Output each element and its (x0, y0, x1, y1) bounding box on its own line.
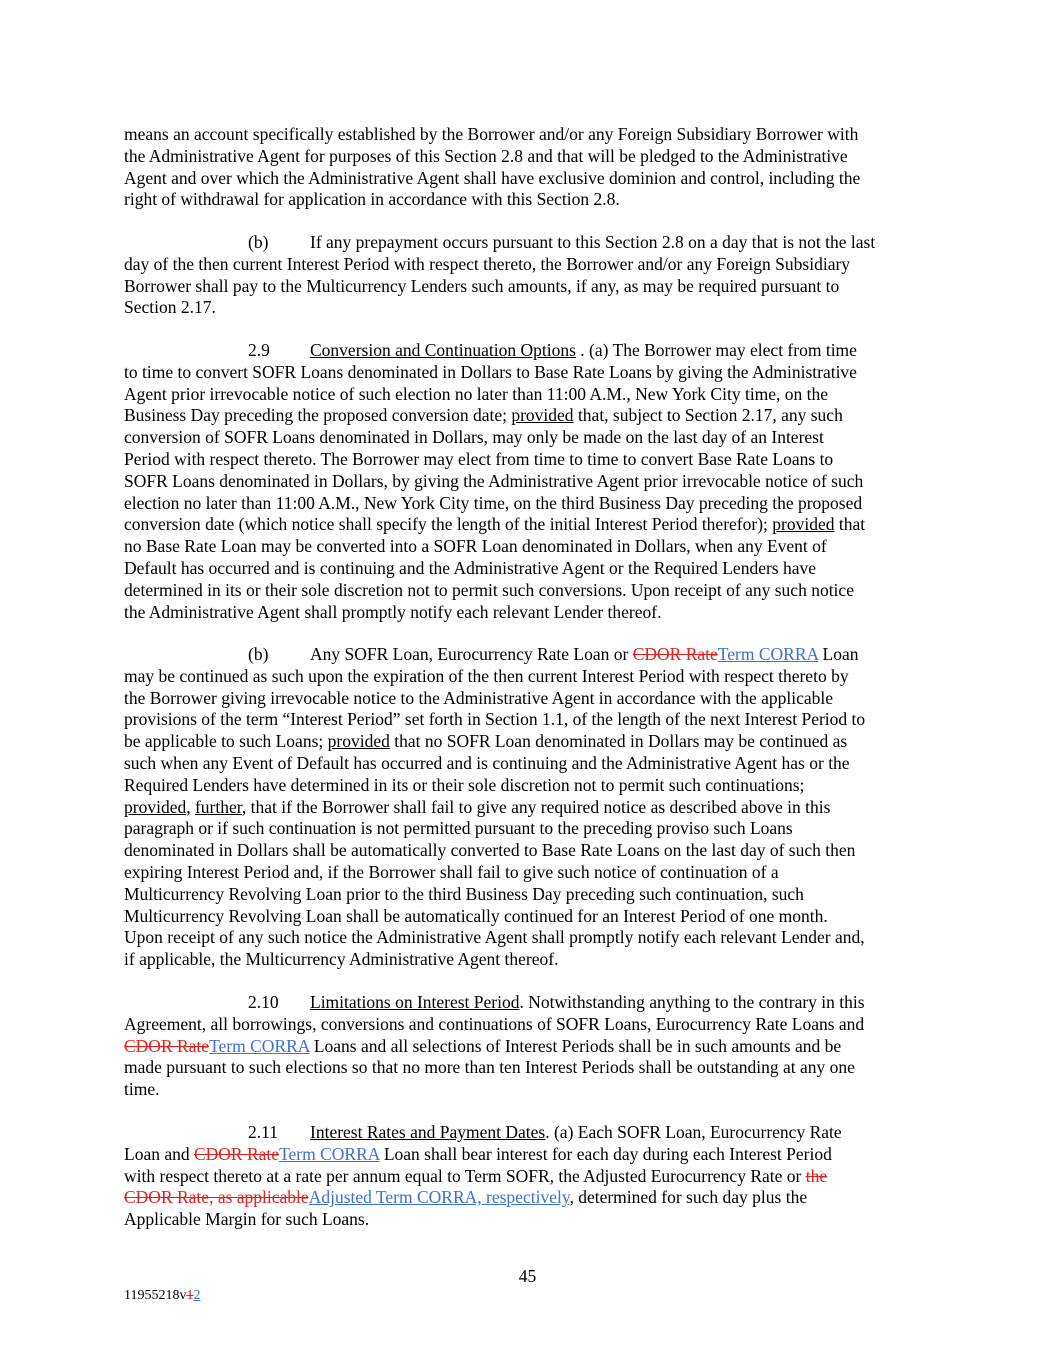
section-heading: Limitations on Interest Period (310, 992, 520, 1012)
section-number: 2.11 (248, 1122, 278, 1142)
text-line: no Base Rate Loan may be converted into a SOFR Loan denominated in Dollars, when any Event of (124, 536, 827, 557)
text-line: Borrower shall pay to the Multicurrency Lenders such amounts, if any, as may be required pursuant to (124, 275, 840, 296)
text-line: Business Day preceding the proposed conversion date; provided that, subject to Section 2.17, any such (124, 405, 843, 426)
deleted-version: 1 (186, 1288, 194, 1303)
deleted-text: CDOR Rate, as applicable (124, 1187, 309, 1208)
text-line: denominated in Dollars shall be automatically converted to Base Rate Loans on the last day of such then (124, 840, 856, 861)
text-line: Agreement, all borrowings, conversions and continuations of SOFR Loans, Eurocurrency Rate Loans and (124, 1013, 865, 1034)
text-line: the Borrower giving irrevocable notice to the Administrative Agent in accordance with the applicable (124, 687, 833, 708)
text-line: 2.11 Interest Rates and Payment Dates. (a) Each SOFR Loan, Eurocurrency Rate (248, 1122, 842, 1142)
text-line: election no later than 11:00 A.M., New York City time, on the third Business Day preceding the proposed (124, 492, 863, 513)
clause-label: (b) (248, 232, 269, 252)
page-number: 45 (518, 1266, 537, 1286)
text-line: 2.10 Limitations on Interest Period. Notwithstanding anything to the contrary in this (248, 992, 865, 1012)
clause-label: (b) (248, 644, 269, 664)
section-2-10 (124, 992, 934, 1101)
deleted-text: the (805, 1165, 828, 1186)
text-line: Multicurrency Revolving Loan prior to the third Business Day preceding such continuation, such (124, 883, 804, 904)
section-heading: Interest Rates and Payment Dates (310, 1122, 546, 1142)
text-line: Required Lenders have determined in its or their sole discretion not to permit such continuations; (124, 774, 805, 795)
text-line: Multicurrency Revolving Loan shall be automatically continued for an Interest Period of one month. (124, 905, 828, 926)
text-line: the Administrative Agent shall promptly notify each relevant Lender thereof. (124, 601, 662, 622)
section-2-11 (124, 1122, 934, 1231)
text-line: (b) Any SOFR Loan, Eurocurrency Rate Loan or CDOR RateTerm CORRA Loan (248, 644, 859, 664)
text-line: right of withdrawal for application in accordance with this Section 2.8. (124, 189, 620, 210)
text-line: with respect thereto at a rate per annum equal to Term SOFR, the Adjusted Eurocurrency Rate or the (124, 1165, 828, 1186)
section-2-9 (124, 340, 934, 623)
text-line: provisions of the term “Interest Period” set forth in Section 1.1, of the length of the next Interest Period to (124, 709, 866, 730)
text-line: paragraph or if such continuation is not permitted pursuant to the preceding proviso such Loans (124, 818, 793, 839)
paragraph-2-8-b (124, 232, 934, 319)
deleted-text: CDOR Rate (124, 1035, 210, 1056)
text-line: CDOR RateTerm CORRA Loans and all selections of Interest Periods shall be in such amounts and be (124, 1035, 842, 1056)
text-line: expiring Interest Period and, if the Borrower shall fail to give such notice of continuation of a (124, 861, 779, 882)
text-line: to time to convert SOFR Loans denominated in Dollars to Base Rate Loans by giving the Administrative (124, 361, 857, 382)
section-number: 2.9 (248, 340, 270, 360)
text-line: day of the then current Interest Period with respect thereto, the Borrower and/or any Foreign Subsidiary (124, 253, 851, 274)
text-line: if applicable, the Multicurrency Administrative Agent thereof. (124, 949, 559, 970)
text-line: provided, further, that if the Borrower shall fail to give any required notice as described above in this (124, 796, 831, 817)
section-number: 2.10 (248, 992, 279, 1012)
text-line: Upon receipt of any such notice the Administrative Agent shall promptly notify each relevant Lender and, (124, 927, 865, 948)
text-line: conversion of SOFR Loans denominated in Dollars, may only be made on the last day of an Interest (124, 427, 824, 448)
text-line: SOFR Loans denominated in Dollars, by giving the Administrative Agent prior irrevocable notice of such (124, 470, 864, 491)
text-line: Period with respect thereto. The Borrower may elect from time to time to convert Base Rate Loans to (124, 448, 834, 469)
text-line: Default has occurred and is continuing and the Administrative Agent or the Required Lenders have (124, 557, 817, 578)
text-line: such when any Event of Default has occurred and is continuing and the Administrative Agent has or the (124, 752, 850, 773)
text-line: Agent and over which the Administrative Agent shall have exclusive dominion and control, including the (124, 167, 861, 188)
text-line: may be continued as such upon the expiration of the then current Interest Period with respect thereto by (124, 665, 849, 686)
text-line: Agent prior irrevocable notice of such election no later than 11:00 A.M., New York City time, on the (124, 383, 829, 404)
section-heading: Conversion and Continuation Options (310, 340, 576, 360)
text-line: Section 2.17. (124, 297, 216, 318)
text-line: Loan and CDOR RateTerm CORRA Loan shall bear interest for each day during each Interest Period (124, 1143, 832, 1164)
inserted-text: Term CORRA (279, 1143, 380, 1164)
text-line: be applicable to such Loans; provided that no SOFR Loan denominated in Dollars may be continued as (124, 731, 848, 752)
inserted-text: Adjusted Term CORRA, respectively (308, 1187, 570, 1208)
inserted-text: Term CORRA (717, 644, 819, 664)
text-line: Applicable Margin for such Loans. (124, 1209, 370, 1230)
deleted-text: CDOR Rate (193, 1143, 280, 1164)
text-line: 2.9 Conversion and Continuation Options . (a) The Borrower may elect from time (248, 340, 857, 360)
text-line: means an account specifically established by the Borrower and/or any Foreign Subsidiary Borrower with (124, 124, 859, 144)
text-line: conversion date (which notice shall specify the length of the initial Interest Period therefor); provided that (124, 514, 866, 535)
text-line: (b) If any prepayment occurs pursuant to this Section 2.8 on a day that is not the last (248, 232, 876, 252)
text-line: time. (124, 1079, 160, 1100)
text-line: made pursuant to such elections so that no more than ten Interest Periods shall be outstanding at any one (124, 1057, 855, 1078)
text-line: CDOR Rate, as applicableAdjusted Term CORRA, respectively, determined for such day plus the (124, 1187, 808, 1208)
inserted-text: Term CORRA (209, 1035, 310, 1056)
paragraph-account-definition (124, 124, 934, 211)
inserted-version: 2 (193, 1288, 201, 1303)
paragraph-2-9-b (124, 644, 934, 971)
deleted-text: CDOR Rate (632, 644, 718, 664)
document-id: 11955218v12 (124, 1288, 201, 1303)
text-line: determined in its or their sole discretion not to permit such conversions. Upon receipt of any such notice (124, 579, 854, 600)
text-line: the Administrative Agent for purposes of this Section 2.8 and that will be pledged to the Administrative (124, 145, 848, 166)
